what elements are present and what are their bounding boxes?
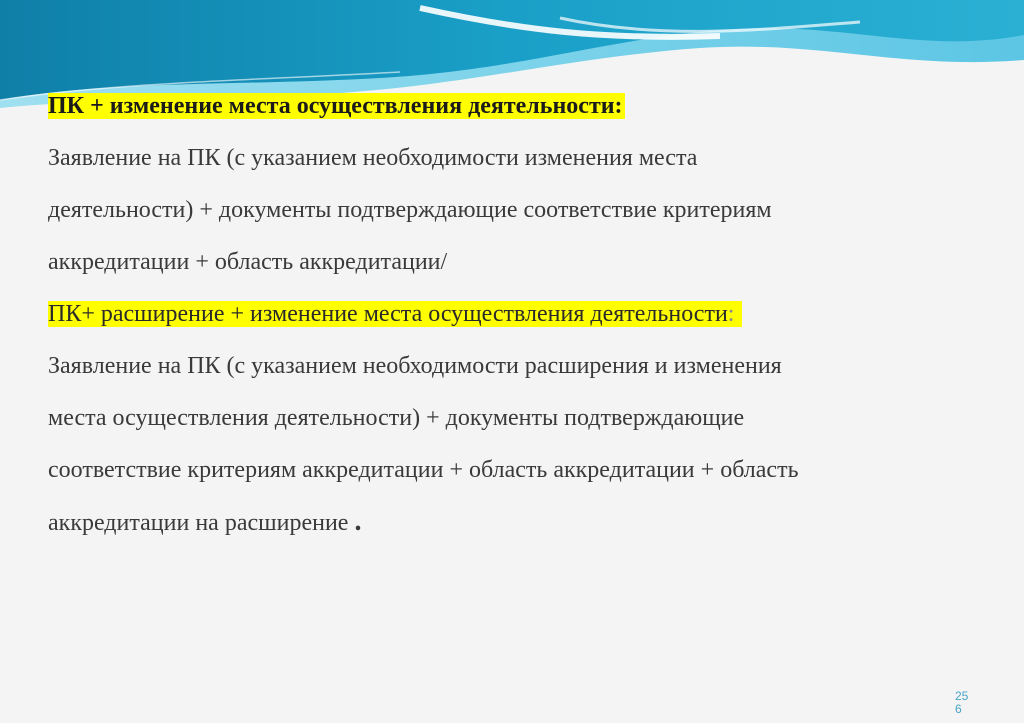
heading-2-highlight [48,301,742,327]
heading-1 [48,80,998,132]
page-number: 256 [955,689,969,716]
paragraph-1-line-3: аккредитации + область аккредитации/ [48,249,448,275]
heading-2-trail: : [727,301,735,327]
paragraph-2-line-4-text: аккредитации на расширение [48,510,349,536]
heading-2 [48,288,998,340]
slide-content [48,80,998,549]
paragraph-2-line-4 [48,496,998,549]
paragraph-2-line-2: места осуществления деятельности) + документы подтверждающие [48,405,745,431]
heading-2-text: ПК+ расширение + изменение места осуществления деятельности [48,301,728,327]
paragraph-2-line-3: соответствие критериям аккредитации + область аккредитации + область [48,457,799,483]
heading-1-text: ПК + изменение места осуществления деятельности: [48,93,623,119]
paragraph-1-line-1: Заявление на ПК (с указанием необходимости изменения места [48,145,698,171]
paragraph-2-line-1: Заявление на ПК (с указанием необходимости расширения и изменения [48,353,782,379]
paragraph-1-line-2: деятельности) + документы подтверждающие соответствие критериям [48,197,772,223]
paragraph-2-end-mark: . [354,506,362,537]
